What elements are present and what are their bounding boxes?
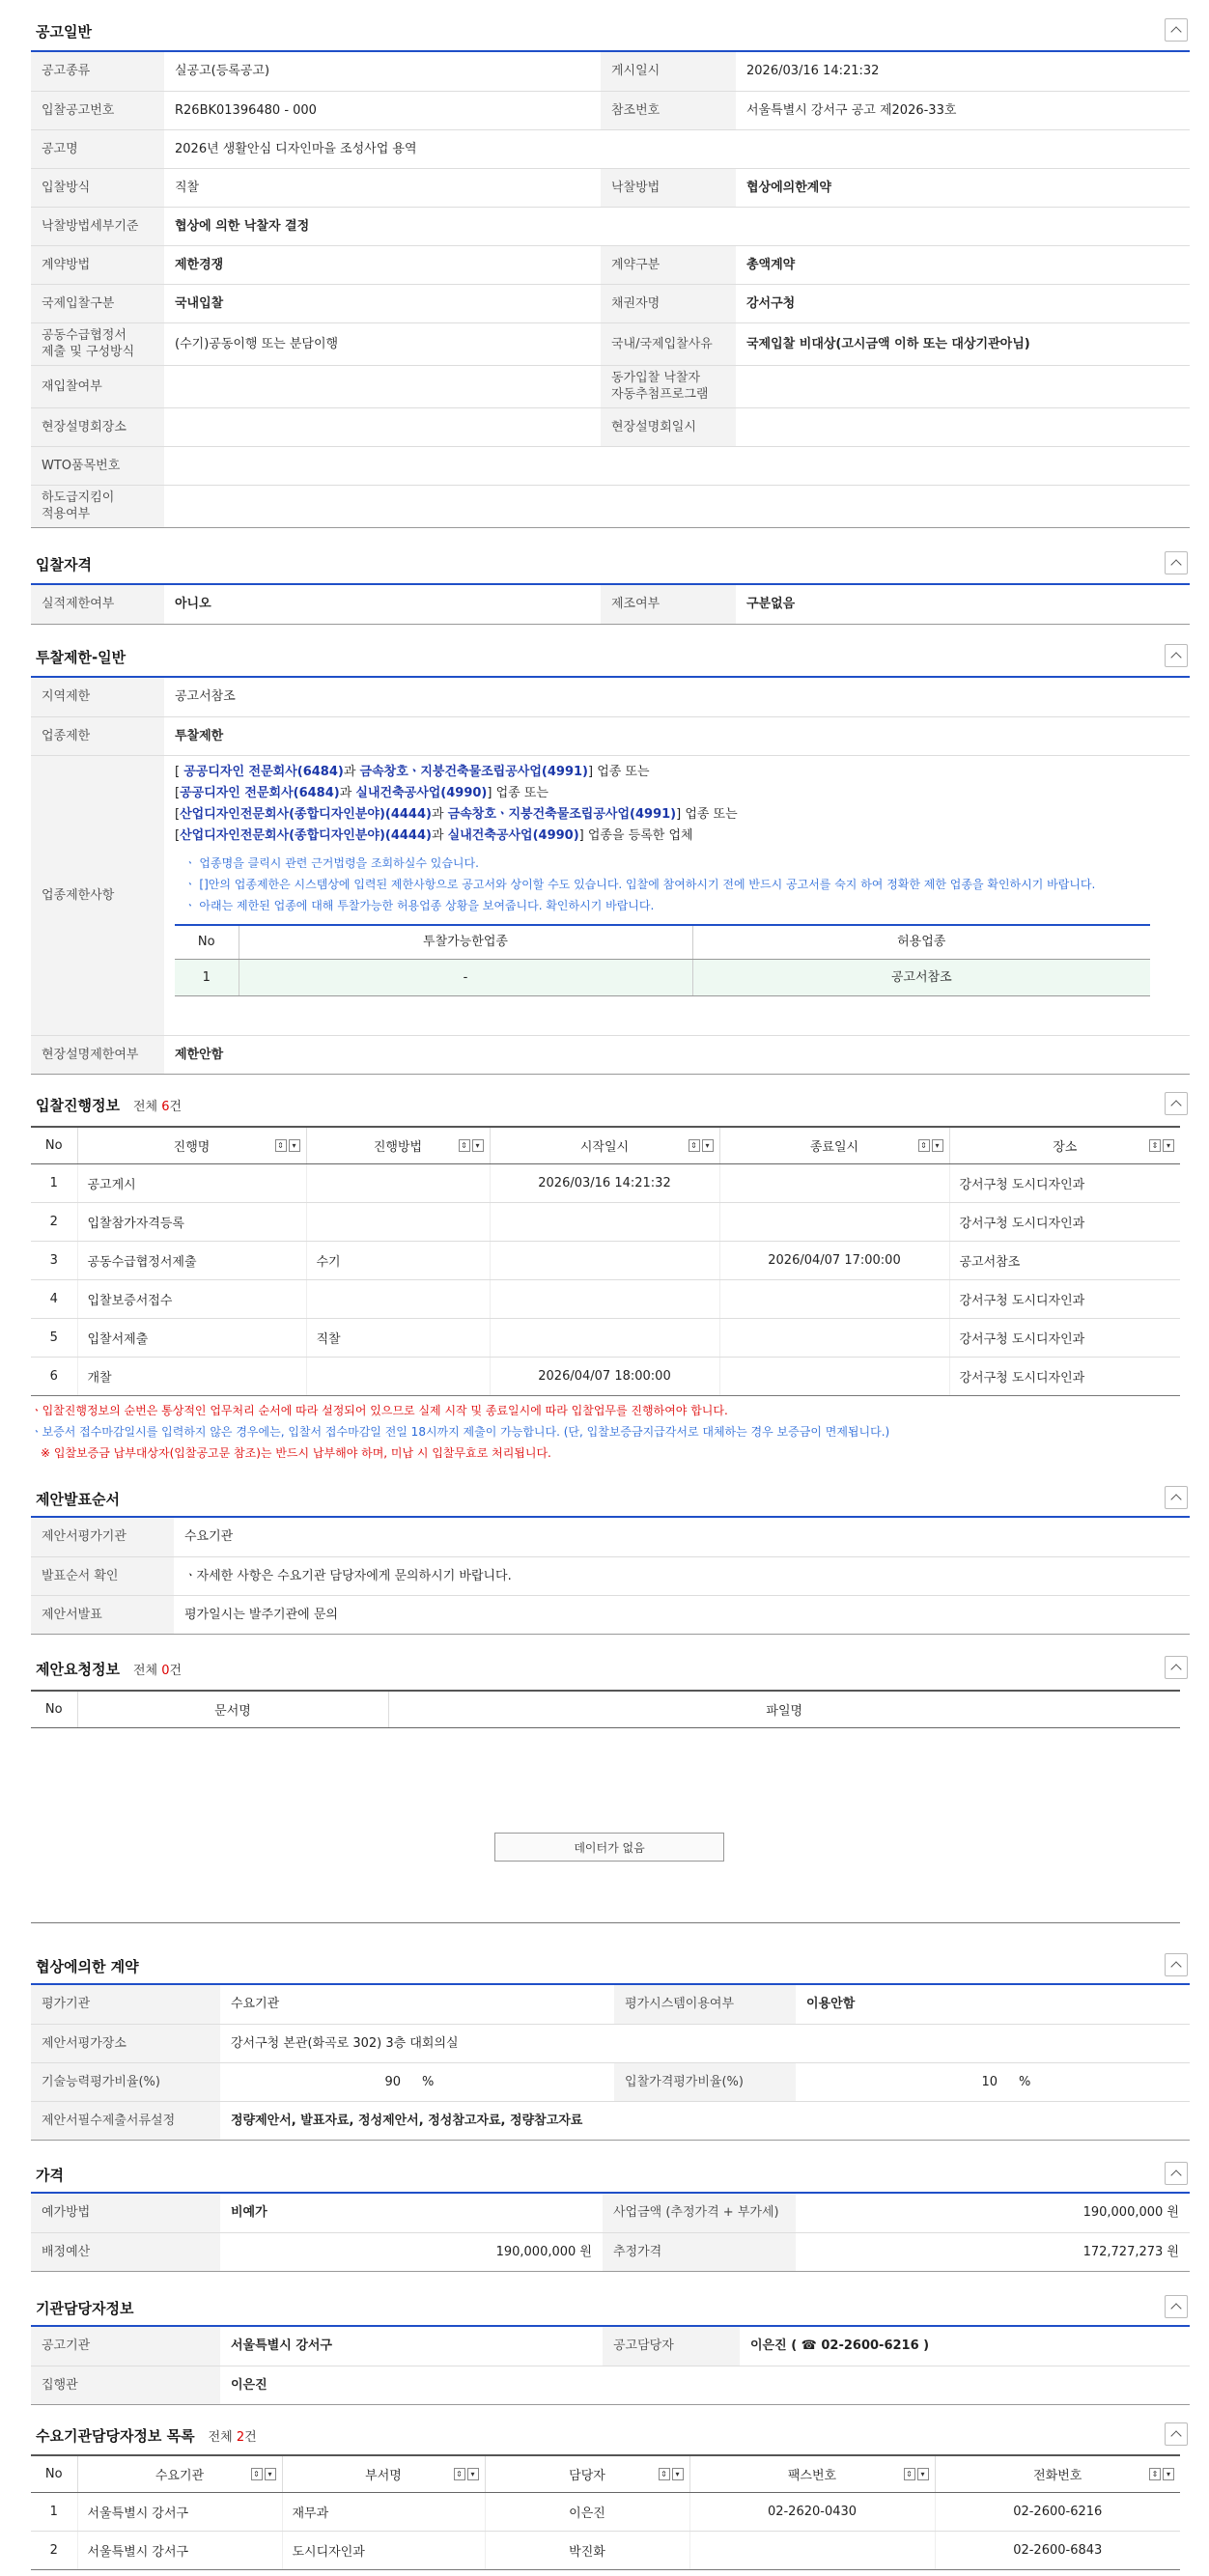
- note-text: ㆍ 업종명을 클릭시 관련 근거법령을 조회하실수 있습니다.: [184, 855, 479, 870]
- field-value: 수요기관: [174, 1518, 1190, 1556]
- industry-value: 투찰제한: [164, 716, 1190, 755]
- unit-label: %: [1008, 2062, 1190, 2101]
- industry-link[interactable]: 산업디자인전문회사(종합디자인분야)(4444): [180, 827, 432, 843]
- note-text: ㆍ 아래는 제한된 업종에 대해 투찰가능한 허용업종 상황을 보여줍니다. 확인하시기 바랍니다.: [184, 898, 655, 912]
- sort-icon[interactable]: ⇕ ▾: [659, 2468, 684, 2480]
- section-title: 투찰제한-일반: [36, 649, 127, 666]
- table-cell: 02-2620-0430: [689, 2492, 935, 2531]
- table-cell: 1: [175, 960, 239, 996]
- field-label: 공고명: [31, 129, 164, 168]
- column-header: 문서명: [77, 1691, 388, 1727]
- presentation-table: [31, 1518, 1190, 1635]
- field-label: 추정가격: [603, 2232, 796, 2271]
- field-label: 공동수급협정서 제출 및 구성방식: [31, 322, 164, 365]
- section-title: 제안요청정보 전체 0건: [36, 1661, 183, 1678]
- sort-icon[interactable]: ⇕ ▾: [918, 1139, 943, 1152]
- field-value: 190,000,000 원: [796, 2194, 1190, 2232]
- section-bid-progress: [31, 1085, 1190, 1460]
- site-restriction-value: 제한안함: [164, 1035, 1190, 1074]
- column-header: No: [31, 1691, 77, 1727]
- general-info-table: [31, 52, 1190, 528]
- field-label: 평가기관: [31, 1985, 220, 2024]
- table-cell: 서울특별시 강서구: [77, 2531, 282, 2569]
- industry-link[interactable]: 실내건축공사업(4990): [447, 827, 579, 843]
- column-header[interactable]: 진행방법 ⇕ ▾: [306, 1127, 490, 1163]
- column-header: 파일명: [388, 1691, 1180, 1727]
- sort-icon[interactable]: ⇕ ▾: [689, 1139, 714, 1152]
- table-cell: [306, 1163, 490, 1202]
- field-value: (수기)공동이행 또는 분담이행: [164, 322, 601, 365]
- note-text: ㆍ []안의 업종제한은 시스템상에 입력된 제한사항으로 공고서와 상이할 수도 있습니다. 입찰에 참여하시기 전에 반드시 공고서를 숙지 하여 정확한 제한 업종을 확인하시기 바랍니다.: [184, 877, 1096, 891]
- sort-icon[interactable]: ⇕ ▾: [251, 2468, 276, 2480]
- table-cell: 강서구청 도시디자인과: [949, 1357, 1180, 1395]
- column-header[interactable]: 종료일시 ⇕ ▾: [719, 1127, 949, 1163]
- table-cell: [719, 1202, 949, 1241]
- field-label: 하도급지킴이 적용여부: [31, 485, 164, 527]
- table-cell: [490, 1202, 719, 1241]
- site-restriction-label: 현장설명제한여부: [31, 1035, 164, 1074]
- table-cell: 공동수급협정서제출: [77, 1241, 306, 1279]
- table-cell: [306, 1202, 490, 1241]
- section-negotiation-contract: [31, 1946, 1190, 2128]
- column-header[interactable]: 팩스번호 ⇕ ▾: [689, 2455, 935, 2492]
- industry-line: [산업디자인전문회사(종합디자인분야)(4444)과 금속창호ㆍ지붕건축물조립공사업(4991)] 업종 또는: [175, 806, 738, 822]
- table-cell: 강서구청 도시디자인과: [949, 1279, 1180, 1318]
- allowed-industry-table: [175, 924, 1150, 997]
- table-cell: 수기: [306, 1241, 490, 1279]
- field-label: 현장설명회장소: [31, 407, 164, 446]
- column-header[interactable]: 진행명 ⇕ ▾: [77, 1127, 306, 1163]
- field-value: R26BK01396480 - 000: [164, 91, 601, 129]
- section-title: 입찰자격: [36, 556, 92, 574]
- field-label: 제안서평가장소: [31, 2024, 220, 2062]
- empty-area: [31, 1726, 1180, 1923]
- sort-icon[interactable]: ⇕ ▾: [459, 1139, 484, 1152]
- field-label: 입찰가격평가비율(%): [614, 2062, 796, 2101]
- field-value: 평가일시는 발주기관에 문의: [174, 1595, 1190, 1634]
- industry-line: [공공디자인 전문회사(6484)과 실내건축공사업(4990)] 업종 또는: [175, 785, 548, 800]
- field-label: 실적제한여부: [31, 585, 164, 624]
- collapse-toggle-icon[interactable]: [1165, 1656, 1188, 1679]
- table-cell: 입찰참가자격등록: [77, 1202, 306, 1241]
- table-cell: [306, 1357, 490, 1395]
- industry-link[interactable]: 금속창호ㆍ지붕건축물조립공사업(4991): [359, 764, 588, 779]
- section-qualification: [31, 545, 1190, 612]
- table-cell: [719, 1163, 949, 1202]
- field-label: 입찰방식: [31, 168, 164, 207]
- section-title: 입찰진행정보 전체 6건: [36, 1097, 183, 1114]
- table-cell: [719, 1318, 949, 1357]
- price-table: [31, 2194, 1190, 2272]
- table-cell: 2026/04/07 18:00:00: [490, 1357, 719, 1395]
- field-value: 2026년 생활안심 디자인마을 조성사업 용역: [164, 129, 1190, 168]
- field-label: 게시일시: [601, 52, 736, 91]
- table-cell: 서울특별시 강서구: [77, 2492, 282, 2531]
- field-value: 강서구청: [736, 284, 1190, 322]
- note-text: ※ 입찰보증금 납부대상자(입찰공고문 참조)는 반드시 납부해야 하며, 미납 시 입찰무효로 처리됩니다.: [41, 1446, 551, 1460]
- field-value: 아니오: [164, 585, 601, 624]
- column-header[interactable]: 담당자 ⇕ ▾: [485, 2455, 689, 2492]
- table-cell: 강서구청 도시디자인과: [949, 1202, 1180, 1241]
- field-value: 강서구청 본관(화곡로 302) 3층 대회의실: [220, 2024, 1190, 2062]
- field-value: 비예가: [220, 2194, 603, 2232]
- table-cell: 공고게시: [77, 1163, 306, 1202]
- field-value: 협상에의한계약: [736, 168, 1190, 207]
- field-label: 재입찰여부: [31, 365, 164, 407]
- section-title: 수요기관담당자정보 목록 전체 2건: [36, 2427, 257, 2445]
- field-label: WTO품목번호: [31, 446, 164, 485]
- collapse-toggle-icon[interactable]: [1165, 1953, 1188, 1976]
- progress-notes: [31, 1400, 1190, 1464]
- table-row: [31, 1357, 1180, 1395]
- field-value: 협상에 의한 낙찰자 결정: [164, 207, 1190, 245]
- qualification-table: [31, 585, 1190, 625]
- note-text: ㆍ보증서 접수마감일시를 입력하지 않은 경우에는, 입찰서 접수마감일 전일 18시까지 제출이 가능합니다. (단, 입찰보증금지급각서로 대체하는 경우 보증금이 면제됩니다.): [31, 1425, 890, 1439]
- table-row: [31, 1241, 1180, 1279]
- field-value: 2026/03/16 14:21:32: [736, 52, 1190, 91]
- table-cell: 개찰: [77, 1357, 306, 1395]
- field-value: [164, 446, 1190, 485]
- table-cell: 강서구청 도시디자인과: [949, 1318, 1180, 1357]
- section-title: 가격: [36, 2167, 64, 2184]
- progress-table: [31, 1126, 1180, 1396]
- table-cell: [306, 1279, 490, 1318]
- field-label: 참조번호: [601, 91, 736, 129]
- region-value: 공고서참조: [164, 678, 1190, 716]
- section-proposal-request: [31, 1649, 1190, 1855]
- field-label: 국제입찰구분: [31, 284, 164, 322]
- field-value: [164, 485, 1190, 527]
- field-label: 낙찰방법세부기준: [31, 207, 164, 245]
- table-cell: -: [239, 960, 692, 996]
- field-value: 서울특별시 강서구 공고 제2026-33호: [736, 91, 1190, 129]
- field-value: [736, 407, 1190, 446]
- table-cell: [490, 1318, 719, 1357]
- sort-icon[interactable]: ⇕ ▾: [904, 2468, 929, 2480]
- table-cell: 02-2600-6843: [935, 2531, 1180, 2569]
- field-label: 국내/국제입찰사유: [601, 322, 736, 365]
- proposal-request-table: [31, 1690, 1180, 1728]
- field-label: 공고담당자: [603, 2327, 740, 2366]
- table-cell: 2026/03/16 14:21:32: [490, 1163, 719, 1202]
- field-value: 172,727,273 원: [796, 2232, 1190, 2271]
- field-label: 제안서필수제출서류설정: [31, 2101, 220, 2140]
- field-label: 공고기관: [31, 2327, 220, 2366]
- price-ratio-value: 10: [796, 2062, 1008, 2101]
- column-header[interactable]: 장소 ⇕ ▾: [949, 1127, 1180, 1163]
- table-cell: [490, 1279, 719, 1318]
- sort-icon[interactable]: ⇕ ▾: [454, 2468, 479, 2480]
- table-cell: 4: [31, 1279, 77, 1318]
- field-value: [164, 407, 601, 446]
- table-cell: [490, 1241, 719, 1279]
- industry-detail-label: 업종제한사항: [31, 755, 164, 1035]
- field-label: 제조여부: [601, 585, 736, 624]
- tech-ratio-value: 90: [220, 2062, 411, 2101]
- field-value: ㆍ자세한 사항은 수요기관 담당자에게 문의하시기 바랍니다.: [174, 1556, 1190, 1595]
- field-label: 기술능력평가비율(%): [31, 2062, 220, 2101]
- column-header: No: [31, 2455, 77, 2492]
- table-cell: 공고서참조: [949, 1241, 1180, 1279]
- collapse-toggle-icon[interactable]: [1165, 2162, 1188, 2185]
- table-cell: 입찰서제출: [77, 1318, 306, 1357]
- section-title: 기관담당자정보: [36, 2300, 134, 2317]
- industry-link[interactable]: 공공디자인 전문회사(6484): [183, 764, 344, 779]
- field-label: 채권자명: [601, 284, 736, 322]
- table-cell: 박진화: [485, 2531, 689, 2569]
- sort-icon[interactable]: ⇕ ▾: [1149, 1139, 1174, 1152]
- field-label: 사업금액 (추정가격 + 부가세): [603, 2194, 796, 2232]
- field-value: 직찰: [164, 168, 601, 207]
- field-value: 실공고(등록공고): [164, 52, 601, 91]
- negotiation-table: [31, 1985, 1190, 2141]
- sort-icon[interactable]: ⇕ ▾: [275, 1139, 300, 1152]
- field-value: 제한경쟁: [164, 245, 601, 284]
- industry-link[interactable]: 공공디자인 전문회사(6484): [180, 785, 340, 800]
- section-presentation: [31, 1479, 1190, 1622]
- field-value: [164, 365, 601, 407]
- table-cell: 2: [31, 1202, 77, 1241]
- industry-link[interactable]: 산업디자인전문회사(종합디자인분야)(4444): [180, 806, 432, 822]
- field-label: 배정예산: [31, 2232, 220, 2271]
- field-value: 이은진: [220, 2366, 1190, 2404]
- industry-line: [ 공공디자인 전문회사(6484)과 금속창호ㆍ지붕건축물조립공사업(4991)] 업종 또는: [175, 764, 650, 779]
- restriction-table: [31, 678, 1190, 1075]
- collapse-toggle-icon[interactable]: [1165, 1092, 1188, 1115]
- table-cell: [719, 1279, 949, 1318]
- table-row: [31, 2531, 1180, 2569]
- industry-link[interactable]: 실내건축공사업(4990): [355, 785, 488, 800]
- table-cell: 재무과: [282, 2492, 485, 2531]
- column-header: No: [175, 925, 239, 960]
- column-header: No: [31, 1127, 77, 1163]
- field-value: 구분없음: [736, 585, 1190, 624]
- field-label: 동가입찰 낙찰자 자동추첨프로그램: [601, 365, 736, 407]
- field-value: 국제입찰 비대상(고시금액 이하 또는 대상기관아님): [736, 322, 1190, 365]
- table-row: [31, 2492, 1180, 2531]
- industry-line: [산업디자인전문회사(종합디자인분야)(4444)과 실내건축공사업(4990)] 업종을 등록한 업체: [175, 827, 693, 843]
- table-row: [31, 1279, 1180, 1318]
- field-label: 계약구분: [601, 245, 736, 284]
- field-value: [736, 365, 1190, 407]
- sort-icon[interactable]: ⇕ ▾: [1149, 2468, 1174, 2480]
- collapse-toggle-icon[interactable]: [1165, 551, 1188, 574]
- agency-contact-table: [31, 2327, 1190, 2405]
- section-bid-restriction: [31, 637, 1190, 1062]
- industry-link[interactable]: 금속창호ㆍ지붕건축물조립공사업(4991): [447, 806, 677, 822]
- column-header: 허용업종: [692, 925, 1150, 960]
- section-demand-contact-list: [31, 2416, 1190, 2560]
- unit-label: %: [411, 2062, 614, 2101]
- section-title: 제안발표순서: [36, 1491, 120, 1508]
- industry-label: 업종제한: [31, 716, 164, 755]
- field-label: 예가방법: [31, 2194, 220, 2232]
- section-title: 협상에의한 계약: [36, 1958, 139, 1975]
- table-cell: [689, 2531, 935, 2569]
- table-cell: 입찰보증서접수: [77, 1279, 306, 1318]
- column-header[interactable]: 전화번호 ⇕ ▾: [935, 2455, 1180, 2492]
- collapse-toggle-icon[interactable]: [1165, 2422, 1188, 2446]
- field-label: 발표순서 확인: [31, 1556, 174, 1595]
- field-label: 낙찰방법: [601, 168, 736, 207]
- section-title: 공고일반: [36, 23, 92, 41]
- field-label: 계약방법: [31, 245, 164, 284]
- column-header[interactable]: 시작일시 ⇕ ▾: [490, 1127, 719, 1163]
- table-cell: 도시디자인과: [282, 2531, 485, 2569]
- collapse-toggle-icon[interactable]: [1165, 18, 1188, 42]
- table-row: [31, 1202, 1180, 1241]
- table-cell: 2026/04/07 17:00:00: [719, 1241, 949, 1279]
- field-value: 정량제안서, 발표자료, 정성제안서, 정성참고자료, 정량참고자료: [220, 2101, 1190, 2140]
- table-row: [31, 1318, 1180, 1357]
- field-label: 공고종류: [31, 52, 164, 91]
- table-cell: 02-2600-6216: [935, 2492, 1180, 2531]
- table-cell: 이은진: [485, 2492, 689, 2531]
- collapse-toggle-icon[interactable]: [1165, 2295, 1188, 2318]
- table-cell: 공고서참조: [692, 960, 1150, 996]
- field-label: 제안서발표: [31, 1595, 174, 1634]
- field-label: 평가시스템이용여부: [614, 1985, 796, 2024]
- field-value: 수요기관: [220, 1985, 614, 2024]
- column-header[interactable]: 수요기관 ⇕ ▾: [77, 2455, 282, 2492]
- section-price: [31, 2155, 1190, 2259]
- table-cell: 2: [31, 2531, 77, 2569]
- field-label: 제안서평가기관: [31, 1518, 174, 1556]
- table-cell: 6: [31, 1357, 77, 1395]
- collapse-toggle-icon[interactable]: [1165, 1486, 1188, 1509]
- field-label: 집행관: [31, 2366, 220, 2404]
- field-value: 이용안함: [796, 1985, 1190, 2024]
- field-value: 서울특별시 강서구: [220, 2327, 603, 2366]
- field-value: 총액계약: [736, 245, 1190, 284]
- table-cell: 1: [31, 1163, 77, 1202]
- column-header[interactable]: 부서명 ⇕ ▾: [282, 2455, 485, 2492]
- table-cell: [719, 1357, 949, 1395]
- column-header: 투찰가능한업종: [239, 925, 692, 960]
- region-label: 지역제한: [31, 678, 164, 716]
- field-label: 현장설명회일시: [601, 407, 736, 446]
- field-value: 190,000,000 원: [220, 2232, 603, 2271]
- industry-detail-cell: [164, 755, 1190, 1035]
- no-data-message: 데이터가 없음: [494, 1833, 724, 1862]
- section-agency-contact: [31, 2288, 1190, 2393]
- table-cell: 1: [31, 2492, 77, 2531]
- demand-contact-table: [31, 2454, 1180, 2570]
- field-value: 국내입찰: [164, 284, 601, 322]
- collapse-toggle-icon[interactable]: [1165, 644, 1188, 667]
- section-general: [31, 12, 1190, 521]
- table-cell: 강서구청 도시디자인과: [949, 1163, 1180, 1202]
- contact-value: 이은진 ( ☎ 02-2600-6216 ): [740, 2327, 1190, 2366]
- note-text: ㆍ입찰진행정보의 순번은 통상적인 업무처리 순서에 따라 설정되어 있으므로 실제 시작 및 종료일시에 따라 입찰업무를 진행하여야 합니다.: [31, 1404, 728, 1417]
- field-label: 입찰공고번호: [31, 91, 164, 129]
- table-cell: 3: [31, 1241, 77, 1279]
- table-cell: 직찰: [306, 1318, 490, 1357]
- table-row: [31, 1163, 1180, 1202]
- table-cell: 5: [31, 1318, 77, 1357]
